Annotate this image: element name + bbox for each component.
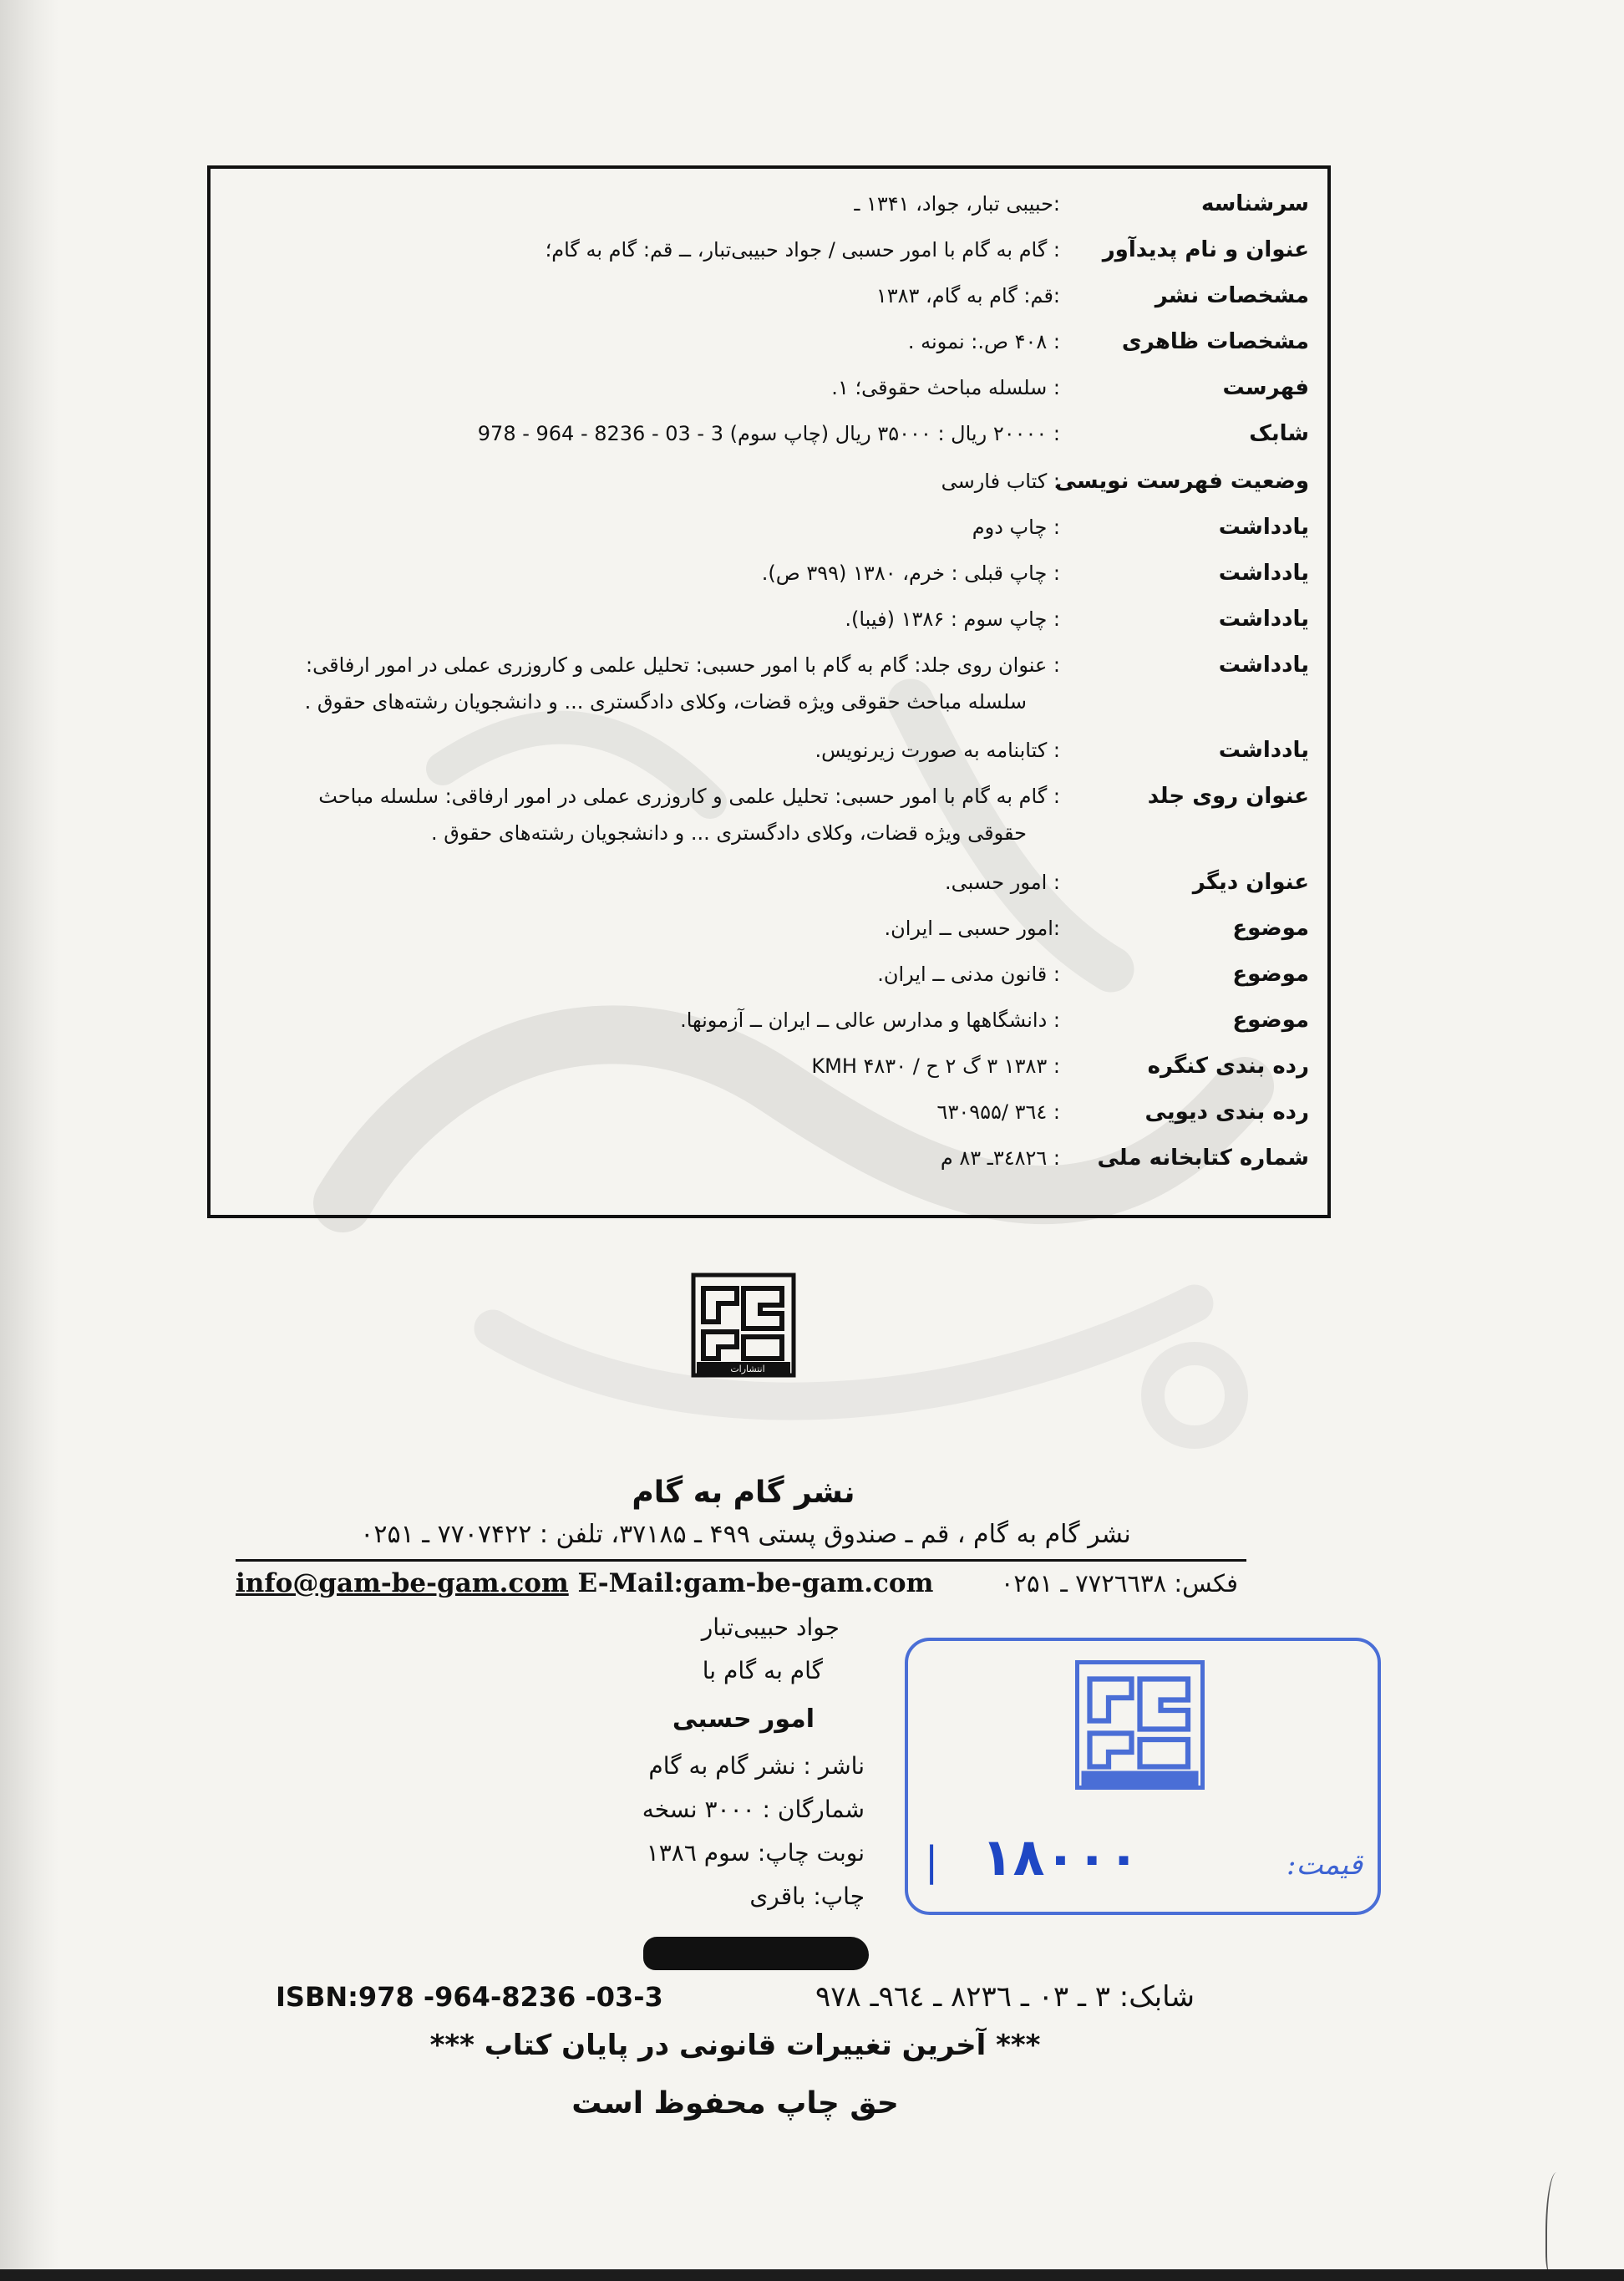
catalog-value: : امور حسبی.: [945, 871, 1060, 894]
page-edge-mark: [1545, 2172, 1564, 2273]
catalog-label: موضوع: [1232, 1008, 1309, 1033]
price-amount: ۱۸۰۰۰: [981, 1826, 1139, 1887]
imprint-author: جواد حبیبی‌تبار: [701, 1613, 840, 1641]
catalog-value-continued: سلسله مباحث حقوقی ویژه قضات، وکلای دادگستری ... و دانشجویان رشته‌های حقوق .: [304, 690, 1027, 714]
publisher-address: نشر گام به گام ، قم ـ صندوق پستی ۴۹۹ ـ ۳۷۱۸۵، تلفن : ۷۷۰۷۴۲۲ ـ ۰۲۵۱: [360, 1520, 1131, 1549]
catalog-label: مشخصات ظاهری: [1121, 329, 1309, 354]
imprint-publisher: ناشر : نشر گام به گام: [648, 1752, 865, 1780]
catalog-value: : ۲۰۰۰۰ ریال : ۳۵۰۰۰ ریال (چاپ سوم) 3 - 03 - 8236 - 964 - 978: [477, 422, 1060, 445]
copyright-notice: حق چاپ محفوظ است: [571, 2086, 899, 2121]
catalog-label: یادداشت: [1218, 607, 1309, 632]
divider: [236, 1559, 1246, 1562]
catalog-label: مشخصات نشر: [1155, 283, 1309, 308]
catalog-value: : چاپ دوم: [972, 516, 1060, 539]
email-block: [236, 1564, 933, 1603]
catalog-value: : ۱۳۸۳ ۳ گ ۲ ح / ۴۸۳۰ KMH: [811, 1054, 1060, 1078]
catalog-value: :حبیبی تبار، جواد، ۱۳۴۱ ـ: [854, 192, 1060, 216]
catalog-label: رده بندی کنگره: [1147, 1054, 1309, 1079]
isbn-persian: شابک: ۳ ـ ۰۳ ـ ۸۲۳٦ ـ ۹٦٤ـ ۹۷۸: [815, 1980, 1195, 2014]
catalog-value: : کتاب فارسی: [941, 470, 1060, 493]
price-stamp: [905, 1638, 1381, 1915]
catalog-label: فهرست: [1222, 375, 1309, 400]
catalog-value-continued: حقوقی ویژه قضات، وکلای دادگستری ... و دانشجویان رشته‌های حقوق .: [430, 821, 1027, 845]
email-link[interactable]: info@gam-be-gam.com: [236, 1568, 569, 1598]
catalog-value: : عنوان روی جلد: گام به گام با امور حسبی: تحلیل علمی و کاروزری عملی در امور ارفاقی:: [306, 653, 1060, 677]
stamp-logo-icon: [1071, 1656, 1209, 1794]
price-label: قیمت:: [1286, 1848, 1363, 1882]
email-label: E-Mail:gam-be-gam.com: [577, 1568, 934, 1598]
catalog-value: : ۳٦٤ /٦٣۰۹۵۵: [936, 1100, 1060, 1124]
contact-line: [236, 1564, 1238, 1603]
imprint-printer: چاپ: باقری: [749, 1882, 865, 1910]
price-value: [925, 1826, 1276, 1887]
catalog-value: : گام به گام با امور حسبی: تحلیل علمی و کاروزری عملی در امور ارفاقی: سلسله مباحث: [318, 785, 1060, 808]
catalog-label: یادداشت: [1218, 515, 1309, 540]
catalog-value: : کتابنامه به صورت زیرنویس.: [815, 739, 1060, 762]
imprint-block: [535, 1606, 865, 1918]
fax-number: فکس: ۷۷۲٦٦۳۸ ـ ۰۲۵۱: [1000, 1569, 1238, 1598]
catalog-value: : چاپ قبلی : خرم، ۱۳۸۰ (۳۹۹ ص).: [761, 561, 1060, 585]
publisher-name: نشر گام به گام: [632, 1476, 855, 1510]
catalog-label: موضوع: [1232, 962, 1309, 987]
publisher-logo-caption: انتشارات: [730, 1364, 765, 1374]
catalog-value: :امور حسبی ــ ایران.: [884, 917, 1060, 940]
redacted-mark: [643, 1937, 869, 1970]
catalog-label: یادداشت: [1218, 738, 1309, 763]
catalog-label: یادداشت: [1218, 561, 1309, 586]
catalog-value: : ۴۰۸ ص.: نمونه .: [907, 330, 1060, 353]
catalog-value: : قانون مدنی ــ ایران.: [877, 963, 1060, 986]
catalog-label: شابک: [1249, 421, 1309, 446]
catalog-value: : سلسله مباحث حقوقی؛ ۱.: [831, 376, 1060, 399]
catalog-value: : گام به گام با امور حسبی / جواد حبیبی‌تبار، ــ قم: گام به گام؛: [545, 238, 1060, 262]
scan-bottom-edge: [0, 2269, 1624, 2281]
catalog-value: : ۳٤۸۲٦ـ ۸۳ م: [940, 1146, 1060, 1170]
catalog-label: رده بندی دیویی: [1144, 1100, 1309, 1125]
catalog-label: عنوان دیگر: [1192, 870, 1309, 895]
legal-updates-note: *** آخرین تغییرات قانونی در پایان کتاب ***: [429, 2029, 1041, 2062]
catalog-label: موضوع: [1232, 916, 1309, 941]
catalog-label: شماره کتابخانه ملی: [1097, 1146, 1309, 1171]
catalog-label: سرشناسه: [1200, 191, 1309, 216]
imprint-edition: نوبت چاپ: سوم ۱۳۸٦: [646, 1839, 865, 1867]
cataloging-record-box: [207, 165, 1331, 1218]
price-mark: |: [925, 1838, 939, 1885]
catalog-label: وضعیت فهرست نویسی: [1054, 469, 1309, 494]
imprint-print-run: شمارگان : ۳۰۰۰ نسخه: [642, 1796, 865, 1823]
catalog-value: : چاپ سوم : ۱۳۸۶ (فیبا).: [845, 607, 1060, 631]
catalog-label: عنوان و نام پدیدآور: [1102, 237, 1309, 262]
catalog-value: : دانشگاهها و مدارس عالی ــ ایران ــ آزمونها.: [680, 1008, 1060, 1032]
isbn-latin: ISBN:978 -964-8236 -03-3: [276, 1981, 663, 2013]
imprint-series: گام به گام با: [702, 1657, 823, 1684]
catalog-value: :قم: گام به گام، ۱۳۸۳: [875, 284, 1060, 307]
catalog-label: یادداشت: [1218, 653, 1309, 678]
catalog-label: عنوان روی جلد: [1147, 784, 1309, 809]
imprint-title: امور حسبی: [672, 1704, 815, 1734]
scan-edge-shadow: [0, 0, 58, 2281]
isbn-line: [276, 1974, 1195, 2020]
